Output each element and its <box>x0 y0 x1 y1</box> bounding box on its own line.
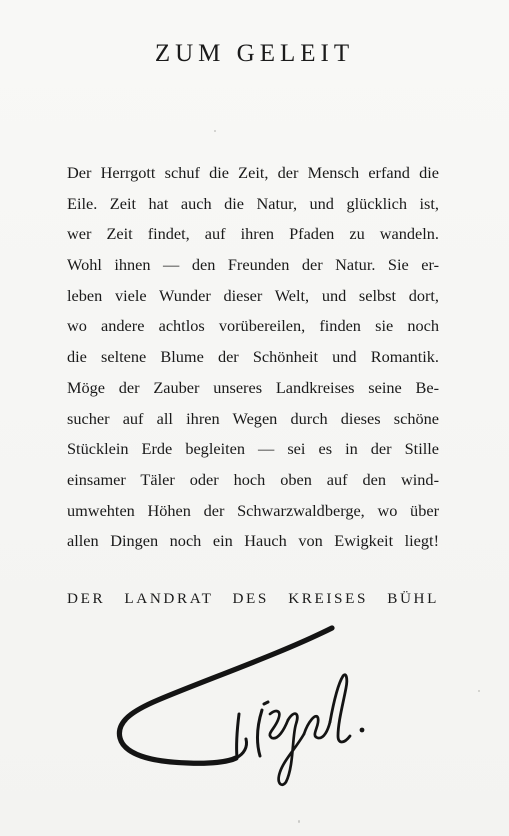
paragraph-line: sucher auf all ihren Wegen durch dieses schöne <box>67 408 439 428</box>
paper-speck <box>298 820 300 823</box>
handwritten-signature <box>110 618 380 793</box>
paragraph-line: die seltene Blume der Schönheit und Romantik. <box>67 347 439 367</box>
signatory-title: DER LANDRAT DES KREISES BÜHL <box>67 590 439 607</box>
foreword-paragraph <box>67 158 439 557</box>
paragraph-line: Eile. Zeit hat auch die Natur, und glücklich ist, <box>67 193 439 213</box>
paragraph-line: leben viele Wunder dieser Welt, und selbst dort, <box>67 285 439 305</box>
paragraph-line: Möge der Zauber unseres Landkreises seine Be- <box>67 377 439 397</box>
paper-speck <box>478 690 480 692</box>
paper-speck <box>214 130 216 132</box>
paragraph-line: Der Herrgott schuf die Zeit, der Mensch erfand die <box>67 163 439 182</box>
paragraph-line: wo andere achtlos vorübereilen, finden sie noch <box>67 316 439 336</box>
paragraph-line: allen Dingen noch ein Hauch von Ewigkeit liegt! <box>67 531 439 551</box>
page-title: ZUM GELEIT <box>154 40 355 67</box>
paragraph-line: einsamer Täler oder hoch oben auf den wind- <box>67 469 439 489</box>
paragraph-line: umwehten Höhen der Schwarzwaldberge, wo über <box>67 500 439 520</box>
paragraph-line: Stücklein Erde begleiten — sei es in der Stille <box>67 439 439 459</box>
paragraph-line: Wohl ihnen — den Freunden der Natur. Sie er- <box>67 255 439 275</box>
paragraph-line: wer Zeit findet, auf ihren Pfaden zu wandeln. <box>67 224 439 244</box>
